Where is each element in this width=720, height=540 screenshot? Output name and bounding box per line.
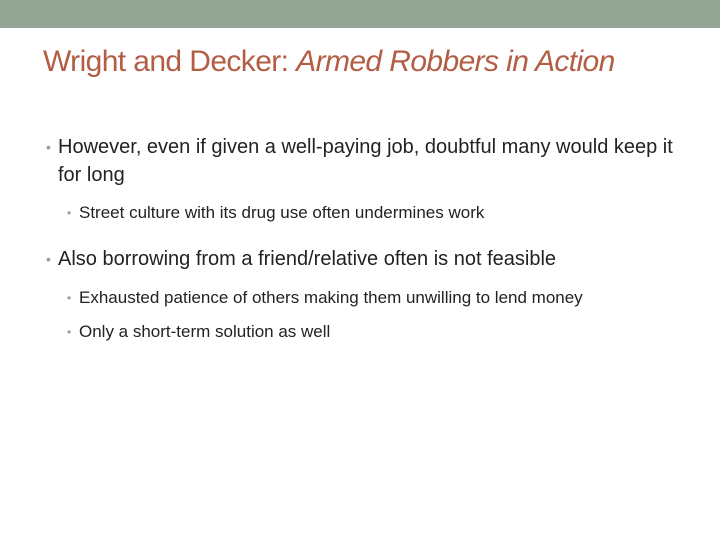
- sub-bullet-item: [67, 201, 699, 225]
- slide-body: [44, 0, 704, 540]
- bullet-dot-icon: •: [67, 206, 72, 220]
- bullet-text: However, even if given a well-paying job, doubtful many would keep it for long: [58, 136, 673, 186]
- bullet-dot-icon: •: [67, 325, 72, 339]
- sub-bullet-text: Exhausted patience of others making them unwilling to lend money: [79, 288, 583, 307]
- title-italic-text: Armed Robbers in Action: [296, 45, 615, 78]
- bullet-dot-icon: •: [46, 251, 51, 267]
- bullet-item: [46, 245, 678, 273]
- sub-bullet-text: Street culture with its drug use often undermines work: [79, 203, 485, 222]
- sub-bullet-item: [67, 286, 699, 310]
- bullet-item: [46, 133, 678, 189]
- sub-bullet-text: Only a short-term solution as well: [79, 322, 331, 341]
- sub-bullet-item: [67, 320, 699, 344]
- title-plain-text: Wright and Decker:: [43, 45, 297, 78]
- bullet-text: Also borrowing from a friend/relative often is not feasible: [58, 248, 557, 270]
- bullet-dot-icon: •: [46, 139, 51, 155]
- bullet-dot-icon: •: [67, 291, 72, 305]
